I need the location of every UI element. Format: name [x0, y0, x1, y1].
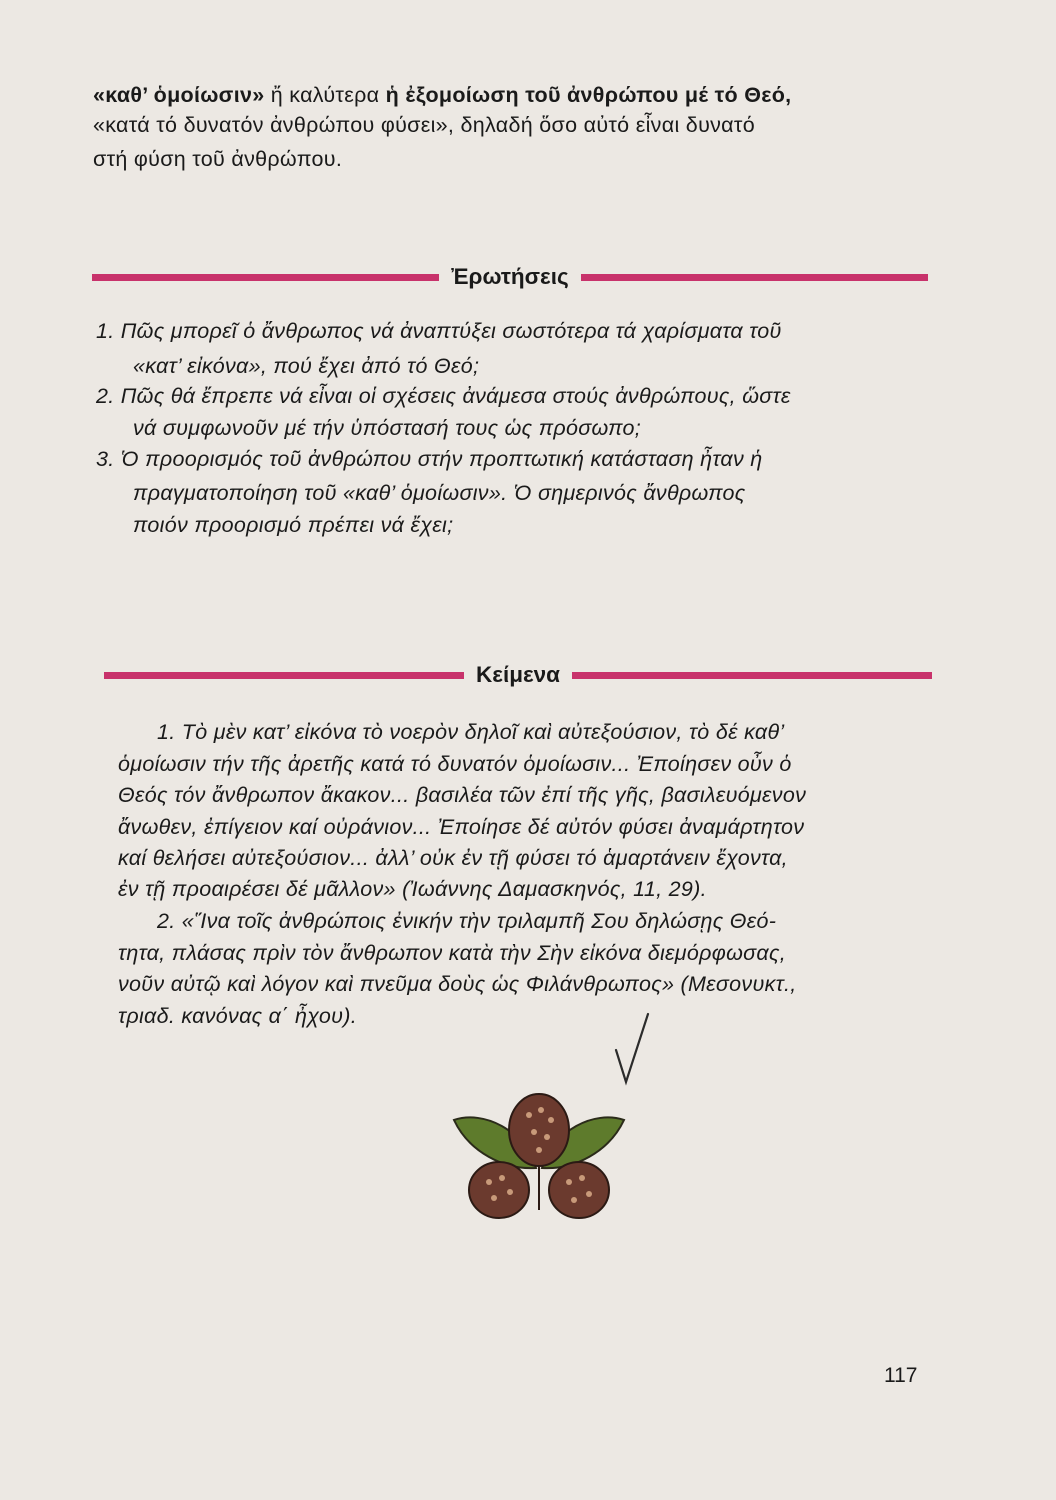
question-line: ποιόν προορισμό πρέπει νά ἔχει;	[133, 513, 454, 537]
texts-heading	[104, 662, 932, 688]
intro-line-1	[93, 80, 791, 110]
question-line: πραγματοποίηση τοῦ «καθ’ ὁμοίωσιν». Ὁ σημερινός ἄνθρωπος	[133, 481, 746, 505]
intro-connector: ἤ καλύτερα	[264, 83, 386, 107]
intro-term: «καθ’ ὁμοίωσιν»	[93, 83, 265, 107]
question-line: 1. Πῶς μπορεῖ ὁ ἄνθρωπος νά ἀναπτύξει σωστότερα τά χαρίσματα τοῦ	[96, 319, 782, 343]
handwritten-check-icon	[612, 1010, 652, 1090]
questions-heading	[92, 264, 928, 290]
heading-rule-left	[104, 672, 464, 679]
text-line: ἄνωθεν, ἐπίγειον καί οὐράνιον... Ἐποίησε δέ αὐτόν φύσει ἀναμάρτητον	[118, 815, 805, 839]
heading-rule-right	[581, 274, 928, 281]
text-line: ὁμοίωσιν τήν τῆς ἀρετῆς κατά τό δυνατόν ὁμοίωσιν... Ἐποίησεν οὖν ὁ	[118, 752, 792, 776]
text-line: Θεός τόν ἄνθρωπον ἄκακον... βασιλέα τῶν ἐπί τῆς γῆς, βασιλευόμενον	[118, 783, 807, 807]
text-line: καί θελήσει αὐτεξούσιον... ἀλλ’ οὐκ ἐν τῇ φύσει τό ἁμαρτάνειν ἔχοντα,	[118, 846, 788, 870]
heading-rule-left	[92, 274, 439, 281]
text-line: τριαδ. κανόνας α΄ ἦχου).	[118, 1004, 357, 1028]
question-line: 2. Πῶς θά ἔπρεπε νά εἶναι οἱ σχέσεις ἀνάμεσα στούς ἀνθρώπους, ὥστε	[96, 384, 791, 408]
text-line: 1. Τὸ μὲν κατ’ εἰκόνα τὸ νοερὸν δηλοῖ καὶ αὐτεξούσιον, τὸ δέ καθ’	[157, 720, 785, 744]
text-line: τητα, πλάσας πρὶν τὸν ἄνθρωπον κατὰ τὴν Σὴν εἰκόνα διεμόρφωσας,	[118, 941, 786, 965]
page-number: 117	[884, 1364, 918, 1387]
heading-rule-right	[572, 672, 932, 679]
leaf-ornament-icon	[444, 1090, 634, 1240]
text-line: ἐν τῇ προαιρέσει δέ μᾶλλον» (Ἰωάννης Δαμασκηνός, 11, 29).	[118, 877, 707, 901]
intro-line-2: «κατά τό δυνατόν ἀνθρώπου φύσει», δηλαδή ὅσο αὐτό εἶναι δυνατό	[93, 113, 755, 137]
intro-line-3: στή φύση τοῦ ἀνθρώπου.	[93, 147, 343, 171]
text-line: 2. «Ἵνα τοῖς ἀνθρώποις ἐνικήν τὴν τριλαμπῆ Σου δηλώσῃς Θεό-	[157, 909, 777, 933]
question-line: 3. Ὁ προορισμός τοῦ ἀνθρώπου στήν προπτωτική κατάσταση ἦταν ἡ	[96, 447, 763, 471]
text-line: νοῦν αὐτῷ καὶ λόγον καὶ πνεῦμα δοὺς ὡς Φιλάνθρωπος» (Μεσονυκτ.,	[118, 972, 797, 996]
intro-definition: ἡ ἐξομοίωση τοῦ ἀνθρώπου μέ τό Θεό,	[385, 83, 792, 107]
texts-heading-text: Κείμενα	[476, 662, 560, 687]
questions-heading-text: Ἐρωτήσεις	[451, 264, 569, 289]
question-line: «κατ’ εἰκόνα», πού ἔχει ἀπό τό Θεό;	[133, 354, 480, 378]
question-line: νά συμφωνοῦν μέ τήν ὑπόστασή τους ὡς πρόσωπο;	[133, 416, 642, 440]
